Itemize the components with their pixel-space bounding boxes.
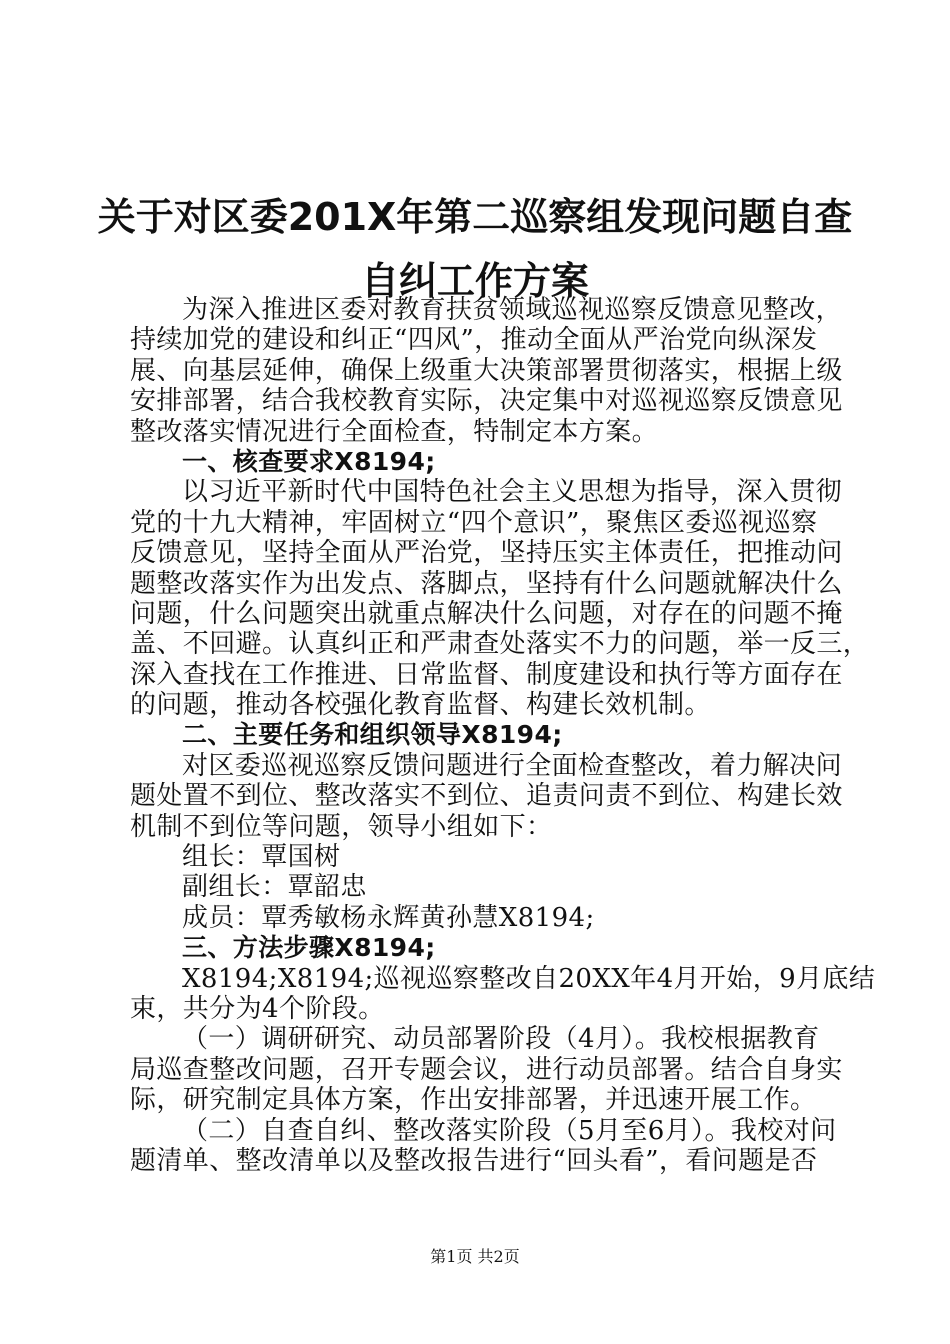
text-line: X8194;X8194;巡视巡察整改自20XX年4月开始，9月底结 [182,963,876,994]
text-line: 深入查找在工作推进、日常监督、制度建设和执行等方面存在 [130,659,843,690]
text-line: （一）调研研究、动员部署阶段（4月）。我校根据教育 [182,1024,820,1055]
text-line: 整改落实情况进行全面检查，特制定本方案。 [130,416,659,447]
text-line: 持续加党的建设和纠正“四风”，推动全面从严治党向纵深发 [130,325,818,356]
text-line: 组长：覃国树 [182,842,341,873]
text-line: 盖、不回避。认真纠正和严肃查处落实不力的问题，举一反三， [130,629,870,660]
text-line: 机制不到位等问题，领导小组如下： [130,811,553,842]
document-title-line-2: 自纠工作方案 [360,259,589,303]
text-line: 反馈意见，坚持全面从严治党，坚持压实主体责任，把推动问 [130,538,843,569]
text-line: 三、方法步骤X8194; [182,933,436,963]
text-line: 局巡查整改问题，召开专题会议，进行动员部署。结合自身实 [130,1054,843,1085]
text-line: 一、核查要求X8194; [182,446,436,476]
text-line: 安排部署，结合我校教育实际，决定集中对巡视巡察反馈意见 [130,386,843,417]
text-line: 题清单、整改清单以及整改报告进行“回头看”，看问题是否 [130,1145,818,1176]
text-line: 为深入推进区委对教育扶贫领域巡视巡察反馈意见整改， [182,295,843,325]
text-line: （二）自查自纠、整改落实阶段（5月至6月）。我校对问 [182,1115,837,1146]
text-line: 党的十九大精神，牢固树立“四个意识”，聚焦区委巡视巡察 [130,507,818,538]
text-line: 以习近平新时代中国特色社会主义思想为指导，深入贯彻 [182,477,843,508]
text-line: 的问题，推动各校强化教育监督、构建长效机制。 [130,690,711,721]
text-line: 问题，什么问题突出就重点解决什么问题，对存在的问题不掩 [130,598,843,629]
document-title-line-1: 关于对区委201X年第二巡察组发现问题自查 [97,195,853,239]
text-line: 际，研究制定具体方案，作出安排部署，并迅速开展工作。 [130,1085,817,1116]
text-line: 二、主要任务和组织领导X8194; [182,720,563,750]
document-body [130,295,876,1176]
text-line: 副组长：覃韶忠 [182,872,367,903]
text-line: 成员：覃秀敏杨永辉黄孙慧X8194; [182,902,595,933]
text-line: 对区委巡视巡察反馈问题进行全面检查整改，着力解决问 [182,750,843,781]
text-line: 展、向基层延伸，确保上级重大决策部署贯彻落实，根据上级 [130,355,843,386]
text-line: 题处置不到位、整改落实不到位、追责问责不到位、构建长效 [130,781,843,812]
text-line: 题整改落实作为出发点、落脚点，坚持有什么问题就解决什么 [130,568,843,599]
text-line: 束，共分为4个阶段。 [130,993,385,1024]
page-footer: 第1页 共2页 [430,1247,520,1266]
